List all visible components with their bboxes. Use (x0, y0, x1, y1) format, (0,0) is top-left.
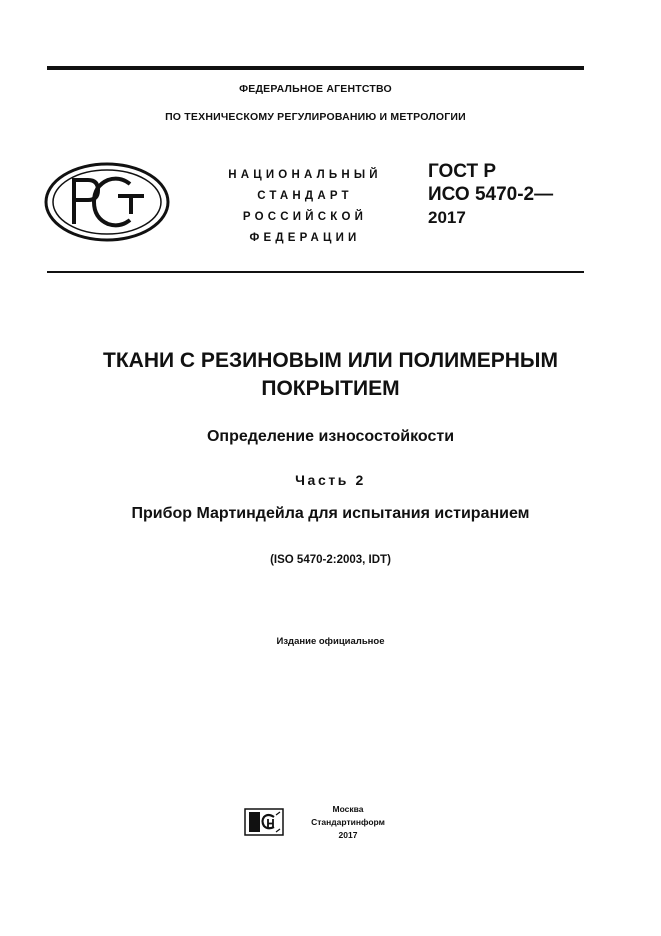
national-standard-line1: НАЦИОНАЛЬНЫЙ (228, 169, 382, 181)
designation-line1: ГОСТ Р (428, 161, 497, 182)
edition-label: Издание официальное (276, 636, 385, 647)
standard-designation (428, 160, 553, 229)
designation-line2: ИСО 5470-2— (428, 184, 554, 205)
national-standard-line4: ФЕДЕРАЦИИ (249, 232, 361, 244)
iso-reference: (ISO 5470-2:2003, IDT) (270, 554, 391, 566)
part-name: Прибор Мартиндейла для испытания истиранием (131, 505, 530, 522)
agency-name-line1: ФЕДЕРАЛЬНОЕ АГЕНТСТВО (239, 83, 392, 95)
national-standard-line2: СТАНДАРТ (257, 190, 353, 202)
standartinform-logo-icon (244, 808, 284, 836)
top-rule (47, 66, 584, 70)
rst-certification-mark-icon (44, 162, 170, 242)
national-standard-label (210, 165, 400, 249)
designation-line3: 2017 (428, 208, 466, 227)
document-title (40, 347, 621, 403)
national-standard-line3: РОССИЙСКОЙ (242, 211, 368, 223)
document-title-line2: ПОКРЫТИЕМ (261, 377, 400, 400)
publisher-city: Москва (332, 804, 364, 814)
bottom-rule (47, 271, 584, 273)
document-subtitle: Определение износостойкости (206, 428, 455, 445)
agency-name-line2: ПО ТЕХНИЧЕСКОМУ РЕГУЛИРОВАНИЮ И МЕТРОЛОГИИ (165, 111, 466, 123)
publisher-name: Стандартинформ (311, 817, 385, 827)
part-label: Часть 2 (295, 472, 366, 488)
publisher-year: 2017 (338, 830, 358, 840)
document-title-line1: ТКАНИ С РЕЗИНОВЫМ ИЛИ ПОЛИМЕРНЫМ (103, 349, 558, 372)
publisher-block (308, 803, 388, 842)
